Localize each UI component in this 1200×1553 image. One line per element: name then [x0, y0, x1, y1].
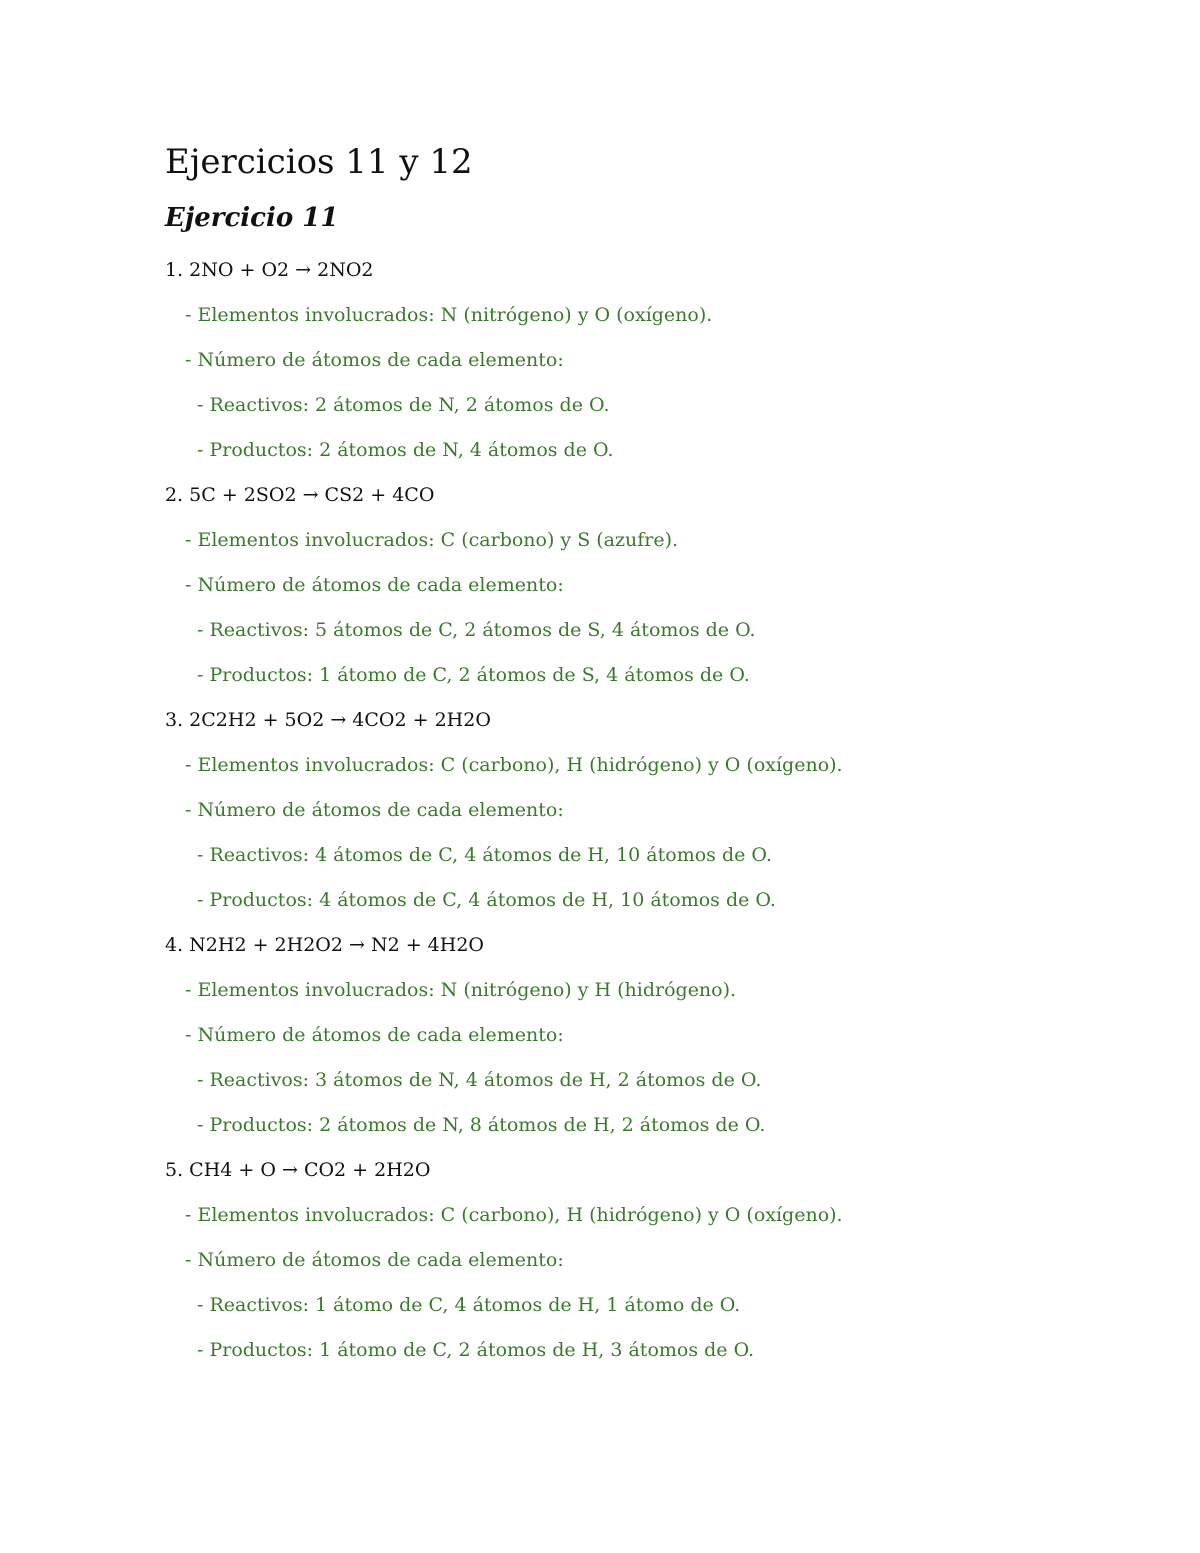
equation-line: 3. 2C2H2 + 5O2 → 4CO2 + 2H2O — [165, 709, 491, 731]
exercise-item — [165, 248, 1125, 473]
exercise-item — [165, 923, 1125, 1148]
reactants-line: - Reactivos: 2 átomos de N, 2 átomos de O. — [197, 394, 610, 416]
products-line: - Productos: 4 átomos de C, 4 átomos de H, 10 átomos de O. — [197, 889, 776, 911]
reactants-line: - Reactivos: 3 átomos de N, 4 átomos de H, 2 átomos de O. — [197, 1069, 762, 1091]
elements-line: - Elementos involucrados: C (carbono), H (hidrógeno) y O (oxígeno). — [185, 1204, 843, 1226]
reactants-line: - Reactivos: 5 átomos de C, 2 átomos de S, 4 átomos de O. — [197, 619, 756, 641]
equation-line: 2. 5C + 2SO2 → CS2 + 4CO — [165, 484, 435, 506]
elements-line: - Elementos involucrados: C (carbono), H (hidrógeno) y O (oxígeno). — [185, 754, 843, 776]
section-title: Ejercicio 11 — [165, 203, 339, 233]
equation-line: 5. CH4 + O → CO2 + 2H2O — [165, 1159, 431, 1181]
document-title: Ejercicios 11 y 12 — [165, 142, 473, 182]
elements-line: - Elementos involucrados: C (carbono) y S (azufre). — [185, 529, 679, 551]
exercise-item — [165, 698, 1125, 923]
document-page — [165, 140, 1125, 1373]
products-line: - Productos: 2 átomos de N, 8 átomos de H, 2 átomos de O. — [197, 1114, 766, 1136]
atom-count-label: - Número de átomos de cada elemento: — [185, 799, 564, 821]
atom-count-label: - Número de átomos de cada elemento: — [185, 1249, 564, 1271]
atom-count-label: - Número de átomos de cada elemento: — [185, 1024, 564, 1046]
equation-line: 1. 2NO + O2 → 2NO2 — [165, 259, 374, 281]
products-line: - Productos: 1 átomo de C, 2 átomos de H, 3 átomos de O. — [197, 1339, 755, 1361]
elements-line: - Elementos involucrados: N (nitrógeno) y H (hidrógeno). — [185, 979, 737, 1001]
atom-count-label: - Número de átomos de cada elemento: — [185, 574, 564, 596]
products-line: - Productos: 1 átomo de C, 2 átomos de S, 4 átomos de O. — [197, 664, 750, 686]
products-line: - Productos: 2 átomos de N, 4 átomos de O. — [197, 439, 614, 461]
reactants-line: - Reactivos: 4 átomos de C, 4 átomos de H, 10 átomos de O. — [197, 844, 772, 866]
atom-count-label: - Número de átomos de cada elemento: — [185, 349, 564, 371]
exercise-item — [165, 473, 1125, 698]
exercise-item — [165, 1148, 1125, 1373]
reactants-line: - Reactivos: 1 átomo de C, 4 átomos de H, 1 átomo de O. — [197, 1294, 741, 1316]
elements-line: - Elementos involucrados: N (nitrógeno) y O (oxígeno). — [185, 304, 713, 326]
exercise-list — [165, 248, 1125, 1373]
equation-line: 4. N2H2 + 2H2O2 → N2 + 4H2O — [165, 934, 484, 956]
